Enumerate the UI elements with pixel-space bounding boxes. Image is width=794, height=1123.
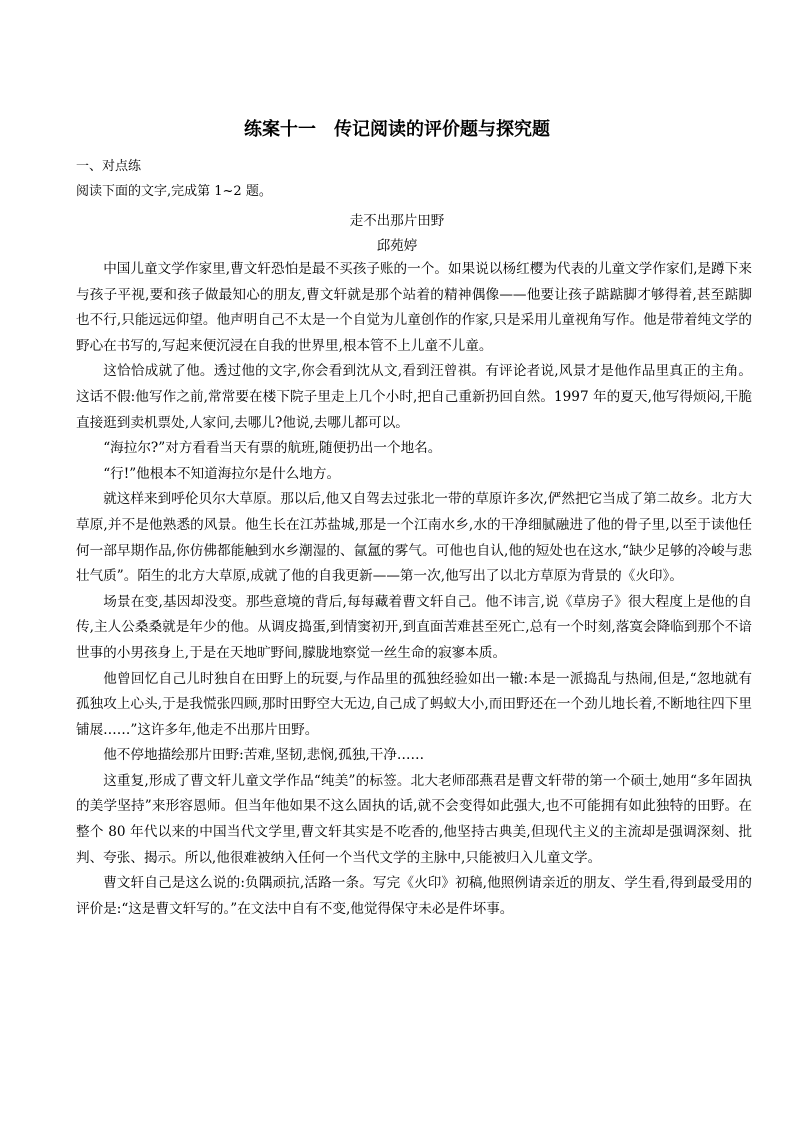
paragraph: 曹文轩自己是这么说的:负隅顽抗,活路一条。写完《火印》初稿,他照例请亲近的朋友、学生看,得到最受用的评价是:“这是曹文轩写的。”在文法中自有不变,他觉得保守未必是件坏事。	[76, 875, 752, 917]
article-author: 邱苑婷	[376, 238, 418, 254]
paragraph: 中国儿童文学作家里,曹文轩恐怕是最不买孩子账的一个。如果说以杨红樱为代表的儿童文学作家们,是蹲下来与孩子平视,要和孩子做最知心的朋友,曹文轩就是那个站着的精神偶像——他要让孩子踮踮脚才够得着,甚至踮脚也不行,只能远远仰望。他声明自己不太是一个自觉为儿童创作的作家,只是采用儿童视角写作。他是带着纯文学的野心在书写的,写起来便沉浸在自我的世界里,根本管不上儿童不儿童。	[76, 261, 752, 354]
paragraph: “海拉尔?”对方看看当天有票的航班,随便扔出一个地名。	[103, 440, 442, 457]
paragraph: “行!”他根本不知道海拉尔是什么地方。	[103, 465, 341, 482]
page-title: 练案十一 传记阅读的评价题与探究题	[244, 119, 550, 140]
paragraph: 这恰恰成就了他。透过他的文字,你会看到沈从文,看到汪曾祺。有评论者说,风景才是他作品里真正的主角。这话不假:他写作之前,常常要在楼下院子里走上几个小时,把自己重新扔回自然。1997 年的夏天,他写得烦闷,干脆直接逛到卖机票处,人家问,去哪儿?他说,去哪儿都可以。	[76, 363, 752, 431]
reading-instruction: 阅读下面的文字,完成第 1~2 题。	[76, 184, 272, 199]
paragraph: 场景在变,基因却没变。那些意境的背后,每每藏着曹文轩自己。他不讳言,说《草房子》很大程度上是他的自传,主人公桑桑就是年少的他。从调皮捣蛋,到情窦初开,到直面苦难甚至死亡,总有一个时刻,落寞会降临到那个不谙世事的小男孩身上,于是在天地旷野间,朦胧地察觉一丝生命的寂寥本质。	[76, 593, 752, 661]
paragraph: 他不停地描绘那片田野:苦难,坚韧,悲悯,孤独,干净……	[103, 747, 425, 764]
paragraph: 他曾回忆自己儿时独自在田野上的玩耍,与作品里的孤独经验如出一辙:本是一派捣乱与热闹,但是,“忽地就有孤独攻上心头,于是我慌张四顾,那时田野空大无边,自己成了蚂蚁大小,而田野还在一个劲儿地长着,不断地往四下里铺展……”这许多年,他走不出那片田野。	[76, 670, 752, 738]
paragraph: 就这样来到呼伦贝尔大草原。那以后,他又自驾去过张北一带的草原许多次,俨然把它当成了第二故乡。北方大草原,并不是他熟悉的风景。他生长在江苏盐城,那是一个江南水乡,水的干净细腻融进了他的骨子里,以至于读他任何一部早期作品,你仿佛都能触到水乡潮湿的、氤氲的雾气。可他也自认,他的短处也在这水,“缺少足够的冷峻与悲壮气质”。陌生的北方大草原,成就了他的自我更新——第一次,他写出了以北方草原为背景的《火印》。	[76, 491, 752, 585]
article-body	[76, 257, 752, 922]
paragraph: 这重复,形成了曹文轩儿童文学作品“纯美”的标签。北大老师邵燕君是曹文轩带的第一个硕士,她用“多年固执的美学坚持”来形容恩师。但当年他如果不这么固执的话,就不会变得如此强大,也不可能拥有如此独特的田野。在整个 80 年代以来的中国当代文学里,曹文轩其实是不吃香的,他坚持古典美,但现代主义的主流却是强调深刻、批判、夸张、揭示。所以,他很难被纳入任何一个当代文学的主脉中,只能被归入儿童文学。	[76, 772, 752, 866]
article-title: 走不出那片田野	[349, 213, 445, 229]
section-heading: 一、对点练	[76, 159, 142, 174]
